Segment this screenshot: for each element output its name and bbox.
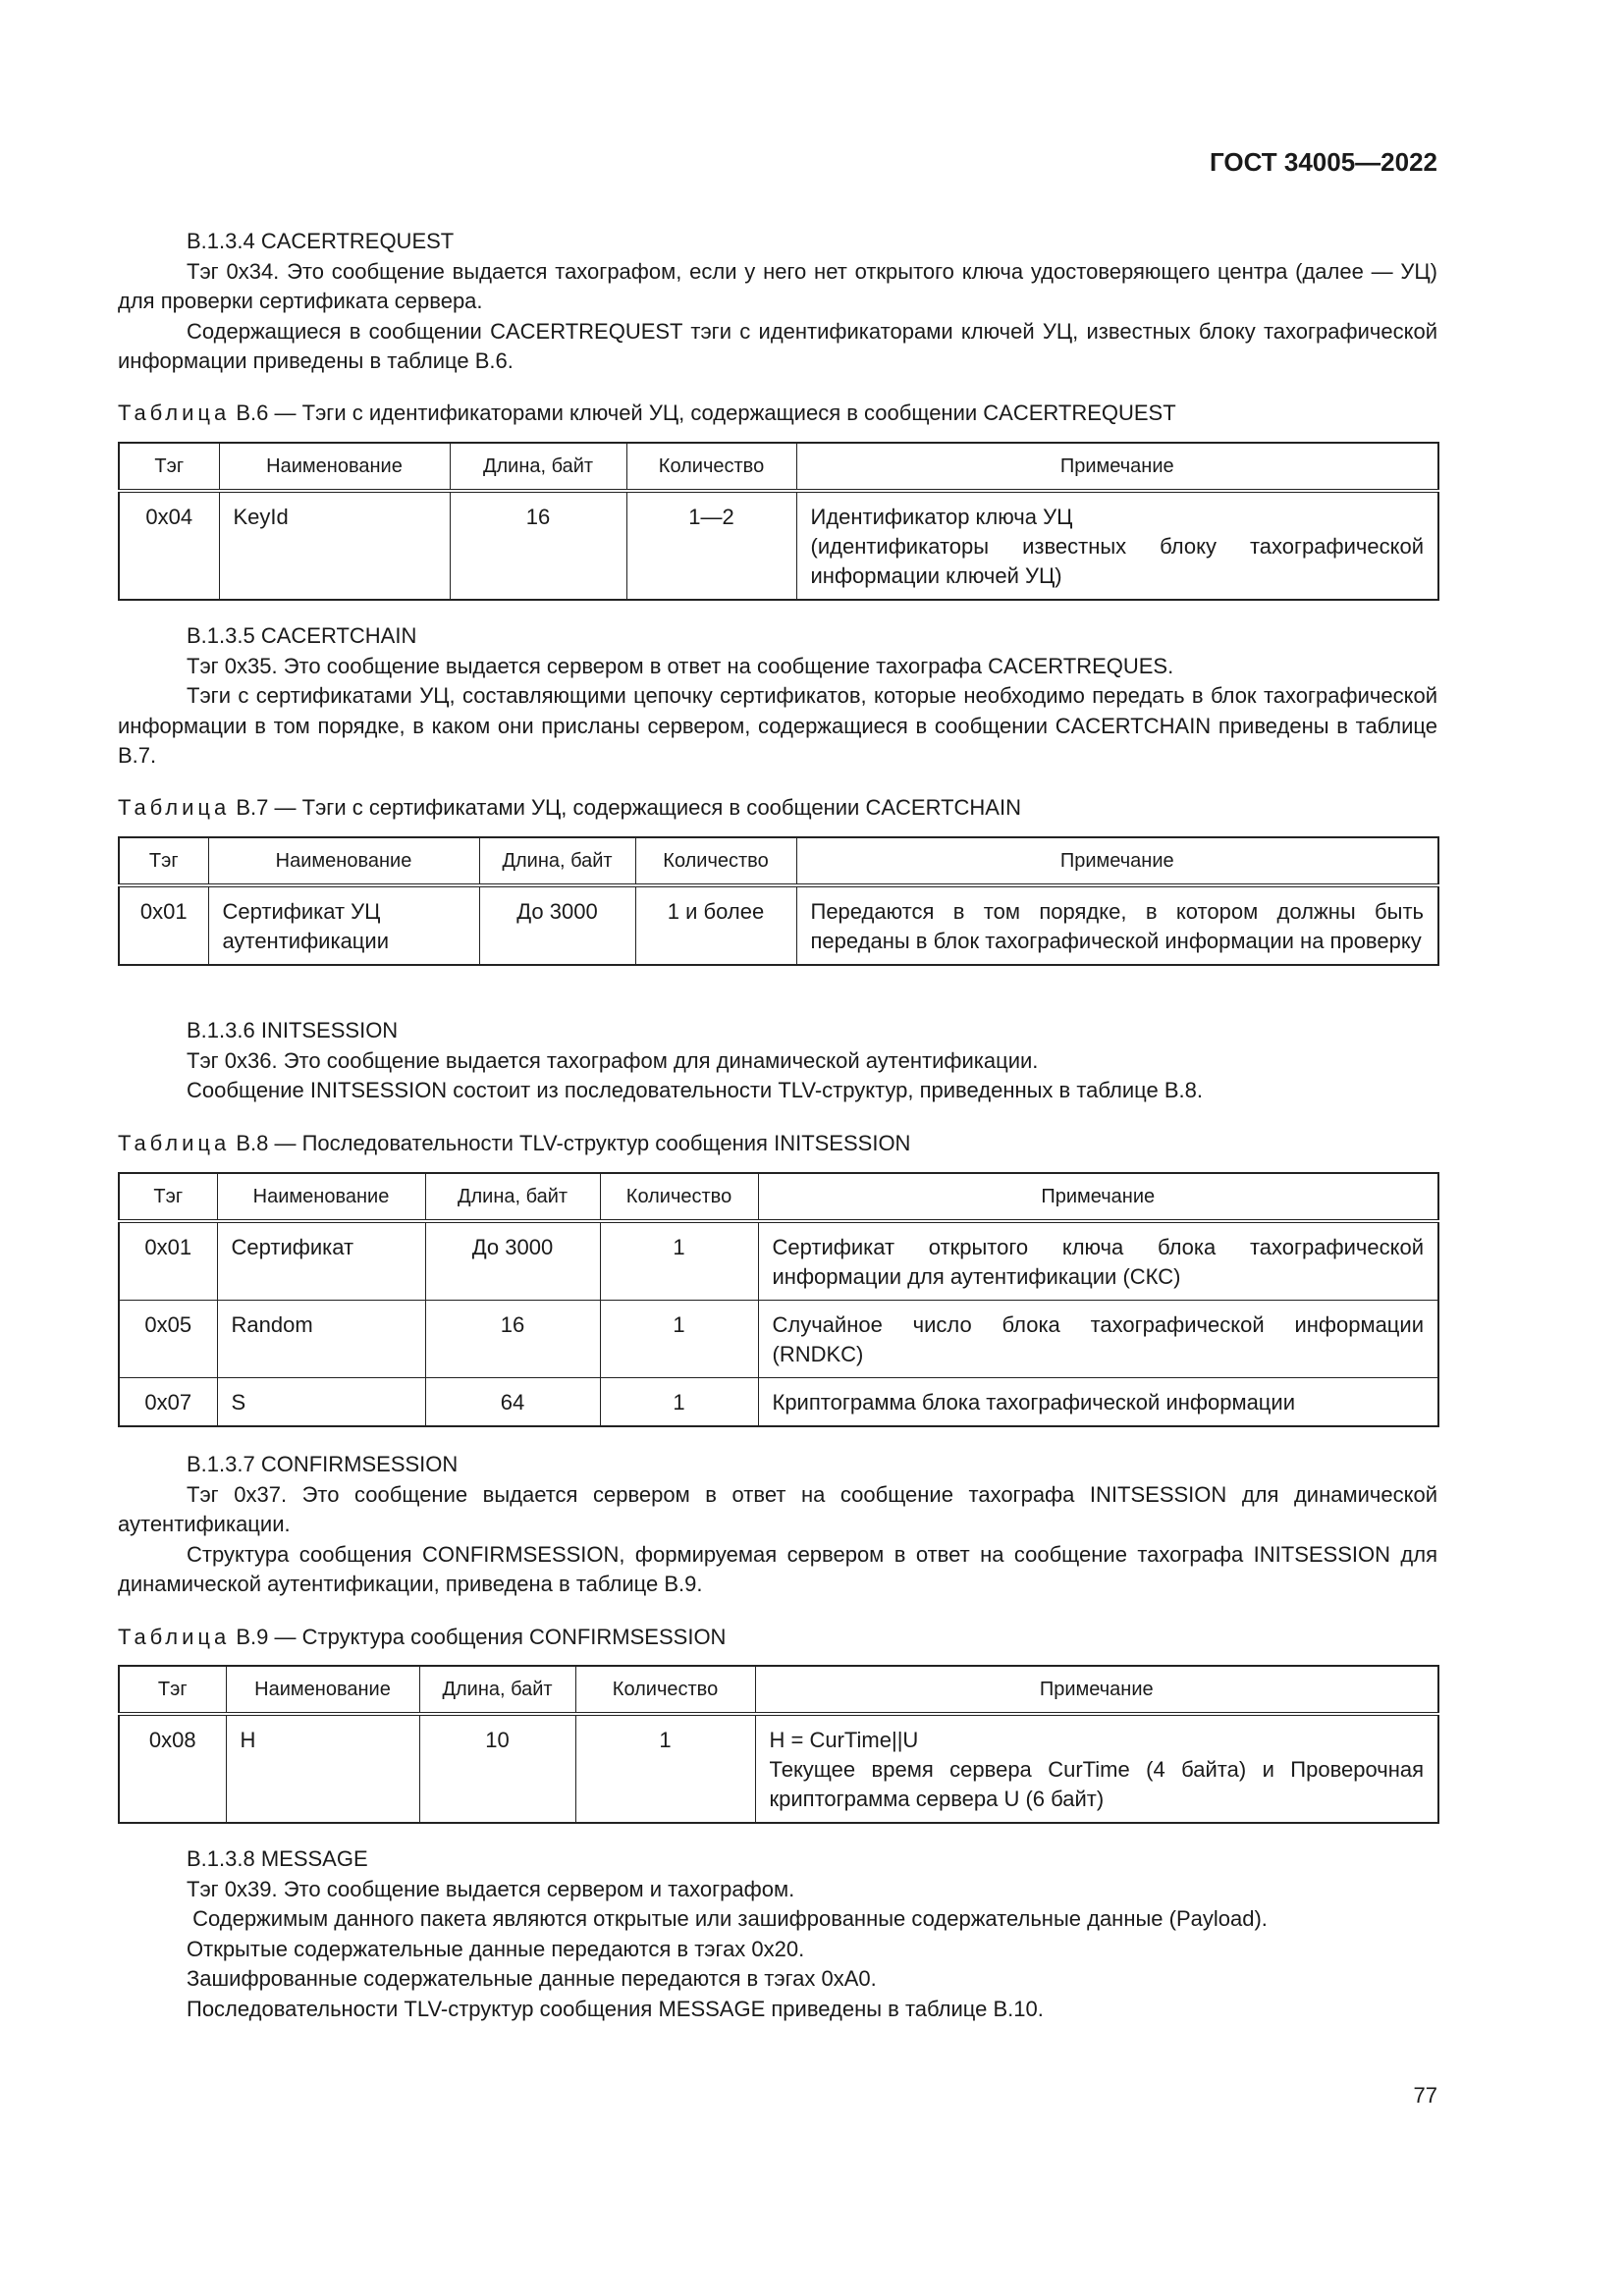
paragraph: Тэг 0x37. Это сообщение выдается сервером в ответ на сообщение тахографа INITSESSION для динамической аутентификации. (118, 1481, 1437, 1536)
caption-label: Таблица (118, 1131, 231, 1155)
caption-label: Таблица (118, 400, 231, 425)
cell-count: 1 (600, 1378, 758, 1427)
cell-tag: 0x05 (119, 1301, 217, 1378)
section-heading: В.1.3.6 INITSESSION (187, 1018, 399, 1042)
cell-length: 64 (425, 1378, 600, 1427)
table-header-row (119, 837, 1438, 885)
paragraph: Тэг 0x39. Это сообщение выдается сервером и тахографом. (187, 1876, 795, 1901)
paragraph: Тэг 0x34. Это сообщение выдается тахографом, если у него нет открытого ключа удостоверяющего центра (далее — УЦ) для проверки сертификата сервера. (118, 258, 1437, 313)
table-caption (118, 1623, 726, 1652)
column-header-length: Длина, байт (479, 837, 635, 885)
cell-tag: 0x07 (119, 1378, 217, 1427)
paragraph: Содержащиеся в сообщении CACERTREQUEST тэги с идентификаторами ключей УЦ, известных блоку тахографической информации приведены в таблице В.6. (118, 318, 1437, 373)
paragraph: Тэги с сертификатами УЦ, составляющими цепочку сертификатов, которые необходимо передать в блок тахографической информации в том порядке, в каком они присланы сервером, содержащиеся в сообщении CACERTCHAIN приведены в таблице В.7. (118, 683, 1437, 768)
column-header-count: Количество (575, 1666, 755, 1714)
cell-name: H (226, 1714, 419, 1823)
section-heading: В.1.3.4 CACERTREQUEST (187, 229, 455, 253)
cell-length: 16 (425, 1301, 600, 1378)
table-header-row (119, 1173, 1438, 1221)
paragraph: Тэг 0x35. Это сообщение выдается сервером в ответ на сообщение тахографа CACERTREQUES. (187, 653, 1174, 678)
column-header-note: Примечание (796, 837, 1438, 885)
paragraph: Структура сообщения CONFIRMSESSION, формируемая сервером в ответ на сообщение тахографа INITSESSION для динамической аутентификации, приведена в таблице В.9. (118, 1541, 1437, 1596)
document-header: ГОСТ 34005—2022 (1210, 147, 1437, 177)
column-header-name: Наименование (219, 443, 450, 491)
cell-name: KeyId (219, 491, 450, 600)
paragraph: Сообщение INITSESSION состоит из последовательности TLV-структур, приведенных в таблице В.8. (187, 1078, 1203, 1102)
table-caption (118, 399, 1176, 428)
column-header-name: Наименование (217, 1173, 425, 1221)
cell-name: S (217, 1378, 425, 1427)
cell-name: Сертификат (217, 1221, 425, 1301)
caption-label: Таблица (118, 795, 231, 820)
cell-note: Криптограмма блока тахографической информации (758, 1378, 1438, 1427)
page-number: 77 (1413, 2083, 1437, 2108)
table-b8 (118, 1172, 1439, 1427)
table-header-row (119, 1666, 1438, 1714)
section-heading: В.1.3.5 CACERTCHAIN (187, 623, 417, 648)
table-row (119, 1221, 1438, 1301)
paragraph: Зашифрованные содержательные данные передаются в тэгах 0xA0. (187, 1966, 877, 1991)
table-row (119, 491, 1438, 600)
paragraph: Содержимым данного пакета являются открытые или зашифрованные содержательные данные (Payload). (187, 1906, 1268, 1931)
cell-note: Передаются в том порядке, в котором должны быть переданы в блок тахографической информации на проверку (796, 885, 1438, 965)
cell-count: 1 (600, 1221, 758, 1301)
column-header-name: Наименование (226, 1666, 419, 1714)
cell-name: Сертификат УЦ аутентификации (208, 885, 479, 965)
cell-count: 1 (600, 1301, 758, 1378)
table-caption (118, 793, 1021, 823)
column-header-length: Длина, байт (450, 443, 626, 491)
cell-note: Случайное число блока тахографической информации (RNDKC) (758, 1301, 1438, 1378)
cell-length: До 3000 (479, 885, 635, 965)
caption-text: В.7 — Тэги с сертификатами УЦ, содержащиеся в сообщении CACERTCHAIN (230, 795, 1021, 820)
column-header-note: Примечание (796, 443, 1438, 491)
column-header-note: Примечание (758, 1173, 1438, 1221)
section-heading: В.1.3.8 MESSAGE (187, 1846, 368, 1871)
column-header-count: Количество (635, 837, 796, 885)
cell-length: 16 (450, 491, 626, 600)
section-confirmsession (118, 1450, 1437, 1600)
column-header-tag: Тэг (119, 1173, 217, 1221)
cell-length: 10 (419, 1714, 575, 1823)
paragraph: Тэг 0x36. Это сообщение выдается тахографом для динамической аутентификации. (187, 1047, 1039, 1073)
caption-text: В.8 — Последовательности TLV-структур сообщения INITSESSION (230, 1131, 911, 1155)
cell-count: 1 и более (635, 885, 796, 965)
table-header-row (119, 443, 1438, 491)
cell-tag: 0x04 (119, 491, 219, 600)
section-cacertrequest (118, 227, 1437, 377)
column-header-count: Количество (626, 443, 796, 491)
column-header-name: Наименование (208, 837, 479, 885)
cell-note: H = CurTime||U Текущее время сервера CurTime (4 байта) и Проверочная криптограмма сервера U (6 байт) (755, 1714, 1438, 1823)
section-message (118, 1844, 1437, 2024)
section-cacertchain (118, 621, 1437, 772)
table-row (119, 885, 1438, 965)
table-row (119, 1378, 1438, 1427)
cell-note: Сертификат открытого ключа блока тахографической информации для аутентификации (СКС) (758, 1221, 1438, 1301)
cell-length: До 3000 (425, 1221, 600, 1301)
table-caption (118, 1129, 910, 1158)
column-header-tag: Тэг (119, 837, 208, 885)
table-row (119, 1301, 1438, 1378)
column-header-count: Количество (600, 1173, 758, 1221)
cell-tag: 0x08 (119, 1714, 226, 1823)
table-b9 (118, 1665, 1439, 1824)
paragraph: Последовательности TLV-структур сообщения MESSAGE приведены в таблице В.10. (187, 1996, 1044, 2021)
section-heading: В.1.3.7 CONFIRMSESSION (187, 1452, 459, 1476)
cell-count: 1 (575, 1714, 755, 1823)
column-header-note: Примечание (755, 1666, 1438, 1714)
caption-label: Таблица (118, 1625, 231, 1649)
cell-name: Random (217, 1301, 425, 1378)
cell-tag: 0x01 (119, 885, 208, 965)
table-b6 (118, 442, 1439, 601)
table-row (119, 1714, 1438, 1823)
table-b7 (118, 836, 1439, 966)
section-initsession (118, 1016, 1437, 1106)
paragraph: Открытые содержательные данные передаются в тэгах 0x20. (187, 1936, 805, 1961)
column-header-tag: Тэг (119, 1666, 226, 1714)
column-header-length: Длина, байт (419, 1666, 575, 1714)
cell-tag: 0x01 (119, 1221, 217, 1301)
column-header-tag: Тэг (119, 443, 219, 491)
caption-text: В.9 — Структура сообщения CONFIRMSESSION (230, 1625, 727, 1649)
column-header-length: Длина, байт (425, 1173, 600, 1221)
cell-count: 1—2 (626, 491, 796, 600)
caption-text: В.6 — Тэги с идентификаторами ключей УЦ, содержащиеся в сообщении CACERTREQUEST (230, 400, 1176, 425)
cell-note: Идентификатор ключа УЦ (идентификаторы известных блоку тахографической информации ключей УЦ) (796, 491, 1438, 600)
